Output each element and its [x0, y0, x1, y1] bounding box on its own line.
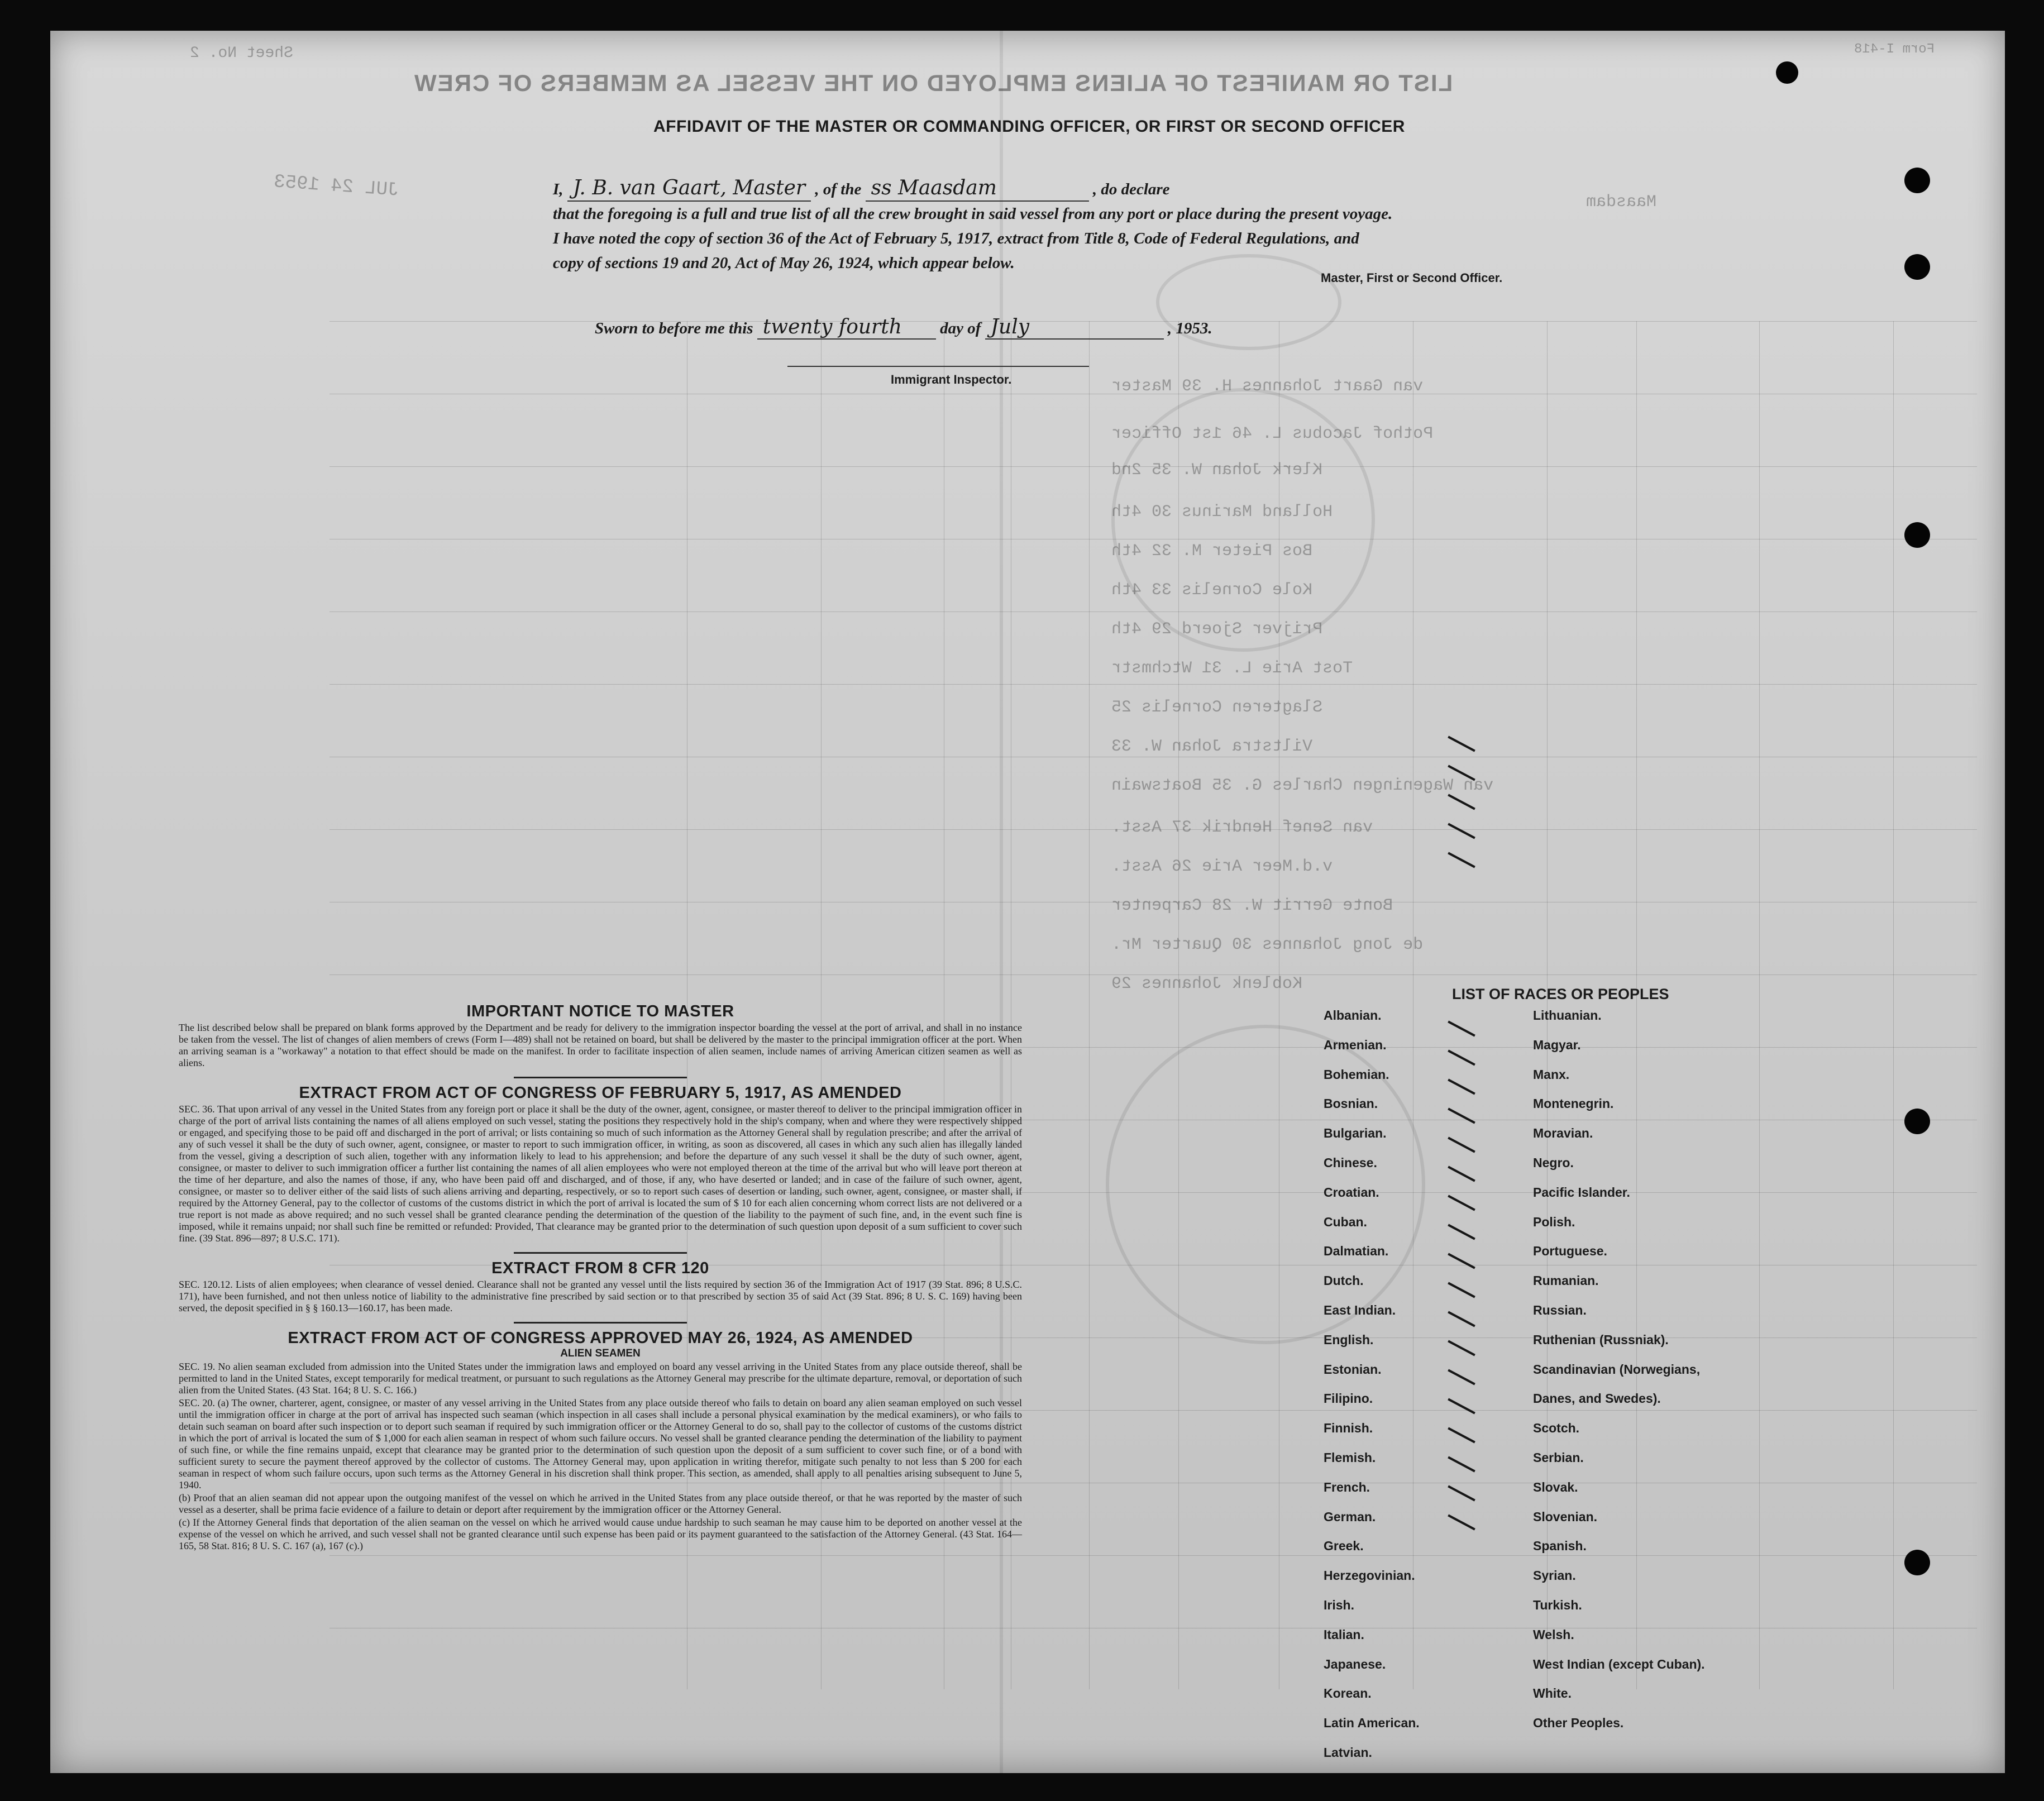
affidavit-line-2: that the foregoing is a full and true list of all the crew brought in said vessel from any port or place during the present voyage.	[553, 205, 1393, 223]
vessel-name-field: ss Maasdam	[866, 176, 1089, 202]
inspector-label: Immigrant Inspector.	[891, 372, 1012, 386]
race-item: Slovak.	[1533, 1479, 1578, 1494]
race-item: Portuguese.	[1533, 1244, 1607, 1259]
ghost-row: Bonte Gerrit W. 28 Carpenter	[1111, 896, 1393, 915]
manifest-sheet	[50, 31, 2005, 1773]
race-item: Italian.	[1324, 1627, 1364, 1642]
race-item: Turkish.	[1533, 1598, 1582, 1612]
ghost-row: van Senef Hendrik 37 Asst.	[1111, 818, 1373, 837]
race-item: Russian.	[1533, 1303, 1587, 1317]
race-item: West Indian (except Cuban).	[1533, 1656, 1705, 1671]
inspector-signature-line	[787, 366, 1089, 367]
race-item: Filipino.	[1324, 1391, 1373, 1406]
ghost-row: Pothof Jacobus L. 46 1st Officer	[1111, 424, 1434, 443]
extract-1924-sec20b: (b) Proof that an alien seaman did not appear upon the outgoing manifest of the vessel on which he arrived in the United States from any place outside thereof, or that he was reported by the master of such vessel as a deserter, shall be prima facie evidence of a failure to detain or deport after requirement by the immigration officer or the Attorney General.	[179, 1492, 1022, 1515]
extract-1924-sec19: SEC. 19. No alien seaman excluded from admission into the United States under the immigration laws and employed on board any vessel arriving in the United States from any place outside thereof, shall be permitted to land in the United States, except temporarily for medical treatment, or pursuant to such regulations as the Attorney General may prescribe for the ultimate departure, removal, or deportation of such alien from the United States. (43 Stat. 164; 8 U. S. C. 166.)	[179, 1361, 1022, 1396]
race-item: Ruthenian (Russniak).	[1533, 1332, 1669, 1347]
race-item: Albanian.	[1324, 1008, 1382, 1023]
notice-block	[179, 1002, 1022, 1553]
signer-signature: J. B. van Gaart, Master	[567, 176, 811, 202]
race-item: Other Peoples.	[1533, 1716, 1624, 1731]
ghost-row: Klerk Johan W. 35 2nd	[1111, 461, 1323, 480]
notice-body: The list described below shall be prepared on blank forms approved by the Department and be ready for delivery to the immigration inspector boarding the vessel at the port of arrival, and shall in no instance be taken from the vessel. The list of changes of alien members of crews (Form I—489) shall not be retained on board, but shall be delivered by the master to the principal immigration officer at the port. When an arriving seaman is a "workaway" a notation to that effect should be made on the manifest. In order to facilitate inspection of alien seamen, include names of arriving American citizen seamen as well as aliens.	[179, 1022, 1022, 1068]
race-item: Croatian.	[1324, 1184, 1379, 1200]
race-item: Bohemian.	[1324, 1067, 1389, 1082]
divider	[514, 1077, 687, 1078]
ghost-row: van Wageningen Charles G. 35 Boatswain	[1111, 776, 1494, 795]
race-item: Herzegovinian.	[1324, 1568, 1415, 1583]
ghost-form-number: Form I-418	[1854, 42, 1935, 57]
extract-cfr-body: SEC. 120.12. Lists of alien employees; when clearance of vessel denied. Clearance shall not be granted any vessel until the lists required by section 36 of the Immigration Act of 1917 (39 Stat. 896; 8 U.S.C. 171), have been furnished, and not then unless notice of liability to the administrative fine prescribed by said section or to that prescribed by section 35 of said Act (39 Stat. 896; 8 U. S. C. 169) having been served, the deposit specified in § § 160.13—160.17, has been made.	[179, 1279, 1022, 1313]
race-item: Flemish.	[1324, 1450, 1376, 1465]
race-item: Negro.	[1533, 1155, 1574, 1170]
sworn-prefix: Sworn to before me this	[595, 319, 753, 337]
race-item: Finnish.	[1324, 1421, 1373, 1436]
sworn-line	[595, 316, 1212, 340]
race-item: Pacific Islander.	[1533, 1184, 1630, 1200]
affidavit-line-4: copy of sections 19 and 20, Act of May 26, 1924, which appear below.	[553, 254, 1015, 272]
sworn-day-of: day of	[940, 319, 981, 337]
race-item: Rumanian.	[1533, 1273, 1599, 1288]
race-item: Japanese.	[1324, 1656, 1386, 1671]
affidavit-of-the: , of the	[815, 180, 862, 198]
ghost-row: Bos Pieter M. 32 4th	[1111, 542, 1313, 561]
extract-1924-title: EXTRACT FROM ACT OF CONGRESS APPROVED MAY 26, 1924, AS AMENDED	[288, 1329, 913, 1347]
notice-title: IMPORTANT NOTICE TO MASTER	[466, 1002, 734, 1020]
race-item: Syrian.	[1533, 1568, 1576, 1583]
ghost-row: Koblenk Johannes 29	[1111, 974, 1303, 993]
race-item: French.	[1324, 1479, 1370, 1494]
punch-hole	[1904, 1550, 1930, 1575]
ghost-row: Holland Marinus 30 4th	[1111, 503, 1333, 522]
sworn-month: July	[985, 316, 1164, 340]
punch-hole	[1904, 254, 1930, 280]
race-item: Slovenian.	[1533, 1509, 1598, 1524]
race-item: Cuban.	[1324, 1214, 1367, 1229]
race-item: Greek.	[1324, 1539, 1364, 1554]
race-item: Spanish.	[1533, 1539, 1587, 1554]
ghost-sheet-number: Sheet No. 2	[190, 45, 293, 62]
sworn-day: twenty fourth	[757, 316, 936, 340]
race-item: Lithuanian.	[1533, 1008, 1602, 1023]
extract-1924-sec20a: SEC. 20. (a) The owner, charterer, agent, consignee, or master of any vessel arriving in the United States from any place outside thereof who fails to detain on board any alien seaman employed on such vessel until the immigration officer in charge at the port of arrival has inspected such seaman (which inspection in all cases shall include a personal physical examination by the medical examiners), or who fails to detain such seaman on board after such inspection or to deport such seaman if required by such immigration officer or the Attorney General to do so, shall pay to the collector of customs of the customs district in which the port of arrival is located the sum of $ 1,000 for each alien seaman in respect of whom such failure occurs. No vessel shall be granted clearance pending the determination of the liability to payment of such fine, or while the fine remains unpaid, except that clearance may be granted prior to the determination of such question upon the deposit of a sum sufficient to cover such fine, or of a bond with sufficient surety to secure the payment thereof approved by the collector of customs. The Attorney General may, upon application in writing therefor, mitigate such penalty to not less than $ 200 for each seaman in respect of whom such failure occurs, upon such terms as the Attorney General in his discretion shall think proper. This section, as amended, shall apply to all penalties arising subsequent to June 5, 1940.	[179, 1397, 1022, 1491]
ghost-row: v.d.Meer Arie 26 Asst.	[1111, 857, 1333, 876]
affidavit-declare: , do declare	[1092, 180, 1170, 198]
ghost-row: Kole Cornelis 33 4th	[1111, 581, 1313, 600]
master-signature-label: Master, First or Second Officer.	[1321, 271, 1503, 285]
race-item: English.	[1324, 1332, 1374, 1347]
punch-hole	[1904, 1109, 1930, 1134]
race-item: Moravian.	[1533, 1126, 1593, 1141]
ghost-row: Tost Arie L. 31 Wtchmstr	[1111, 659, 1353, 678]
race-item: Bulgarian.	[1324, 1126, 1387, 1141]
race-item: German.	[1324, 1509, 1376, 1524]
punch-hole	[1904, 168, 1930, 193]
race-item: Chinese.	[1324, 1155, 1377, 1170]
divider	[514, 1252, 687, 1254]
race-item: Montenegrin.	[1533, 1096, 1614, 1111]
ghost-row: van Gaart Johannes H. 39 Master	[1111, 377, 1424, 396]
race-item: Latin American.	[1324, 1716, 1420, 1731]
race-item: Welsh.	[1533, 1627, 1574, 1642]
race-item: Bosnian.	[1324, 1096, 1378, 1111]
extract-1917-body: SEC. 36. That upon arrival of any vessel in the United States from any foreign port or place it shall be the duty of the owner, agent, consignee, or master thereof to deliver to the principal immigration officer in charge of the port of arrival lists containing the names of all aliens employed on such vessel, stating the positions they respectively hold in the ship's company, when and where they were respectively shipped or engaged, and specifying those to be paid off and discharged in the port of arrival; or lists containing so much of such information as the Attorney General shall by regulation prescribe; and after the arrival of any of such vessel it shall be the duty of such owner, agent, consignee, or master to report to such immigration officer, in writing, as soon as discovered, all cases in which any such alien has illegally landed from the vessel, giving a description of such alien, together with any information likely to lead to his apprehension; and before the departure of any such vessel it shall be the duty of such owner, agent, consignee, or master to deliver to such immigration officer a further list containing the names of all alien employees who were not employed thereon at the time of the arrival but who will leave port thereon at the time of her departure, and also the names of those, if any, who have been paid off and discharged, and of those, if any, who have deserted or landed; and in case of the failure of such owner, agent, consignee, or master so to deliver either of the said lists of such aliens arriving and departing, respectively, or so to report such cases of desertion or landing, such owner, agent, consignee, or master shall, if required by the Attorney General, pay to the collector of customs of the customs district in which the port of arrival is located the sum of $ 10 for each alien concerning whom correct lists are not delivered or a true report is not made as above required; and no such vessel shall be granted clearance pending the determination of the question of the liability to the payment of such fine, and, in the event such fine is imposed, while it remains unpaid; nor shall such fine be remitted or refunded: Provided, That clearance may be granted prior to the determination of such question upon deposit of a sum sufficient to cover such fine. (39 Stat. 896—897; 8 U.S.C. 171).	[179, 1103, 1022, 1244]
race-item: Serbian.	[1533, 1450, 1584, 1465]
punch-hole	[1904, 522, 1930, 548]
ghost-row: Slagteren Cornelis 25	[1111, 698, 1323, 717]
race-item: Danes, and Swedes).	[1533, 1391, 1661, 1406]
race-item: Latvian.	[1324, 1745, 1372, 1760]
race-item: Armenian.	[1324, 1037, 1387, 1052]
races-title: LIST OF RACES OR PEOPLES	[1452, 986, 1669, 1002]
race-item: Magyar.	[1533, 1037, 1581, 1052]
race-item: Manx.	[1533, 1067, 1570, 1082]
extract-1917-title: EXTRACT FROM ACT OF CONGRESS OF FEBRUARY 5, 1917, AS AMENDED	[299, 1084, 902, 1102]
race-item: Irish.	[1324, 1598, 1354, 1612]
divider	[514, 1322, 687, 1324]
affidavit-line-3: I have noted the copy of section 36 of the Act of February 5, 1917, extract from Title 8, Code of Federal Regulations, and	[553, 230, 1359, 247]
extract-cfr-title: EXTRACT FROM 8 CFR 120	[491, 1259, 709, 1277]
ghost-row: Prijver Sjoerd 29 4th	[1111, 620, 1323, 639]
race-item: Estonian.	[1324, 1362, 1382, 1377]
ghost-manifest-title: LIST OR MANIFEST OF ALIENS EMPLOYED ON THE VESSEL AS MEMBERS OF CREW	[413, 70, 1453, 96]
race-item: Scotch.	[1533, 1421, 1580, 1436]
ghost-row: de Jong Johannes 30 Quarter Mr.	[1111, 935, 1424, 954]
ghost-stamp	[1111, 388, 1375, 652]
extract-1924-subtitle: ALIEN SEAMEN	[560, 1348, 641, 1359]
extract-1924-sec20c: (c) If the Attorney General finds that deportation of the alien seaman on the vessel on which he arrived would cause undue hardship to such seaman he may cause him to be deported on another vessel at the expense of the vessel on which he arrived, and such vessel shall not be granted clearance until such expense has been paid or its payment guaranteed to the satisfaction of the Attorney General. (43 Stat. 164—165, 58 Stat. 816; 8 U. S. C. 167 (a), 167 (c).)	[179, 1517, 1022, 1551]
race-item: White.	[1533, 1686, 1572, 1701]
affidavit-body	[553, 176, 1547, 275]
race-item: East Indian.	[1324, 1303, 1396, 1317]
ghost-row: Viltstra Johan W. 33	[1111, 737, 1313, 756]
sworn-year: , 1953.	[1167, 319, 1212, 337]
race-item: Polish.	[1533, 1214, 1575, 1229]
ghost-vessel-name: Maasdam	[1586, 193, 1657, 212]
race-item: Korean.	[1324, 1686, 1372, 1701]
race-item: Dutch.	[1324, 1273, 1364, 1288]
race-item: Dalmatian.	[1324, 1244, 1389, 1259]
punch-hole	[1776, 61, 1798, 84]
affidavit-title: AFFIDAVIT OF THE MASTER OR COMMANDING OFFICER, OR FIRST OR SECOND OFFICER	[653, 117, 1405, 136]
ghost-date-stamp: JUL 24 1953	[273, 171, 400, 202]
affidavit-i: I,	[553, 180, 563, 198]
race-item: Scandinavian (Norwegians,	[1533, 1362, 1701, 1377]
